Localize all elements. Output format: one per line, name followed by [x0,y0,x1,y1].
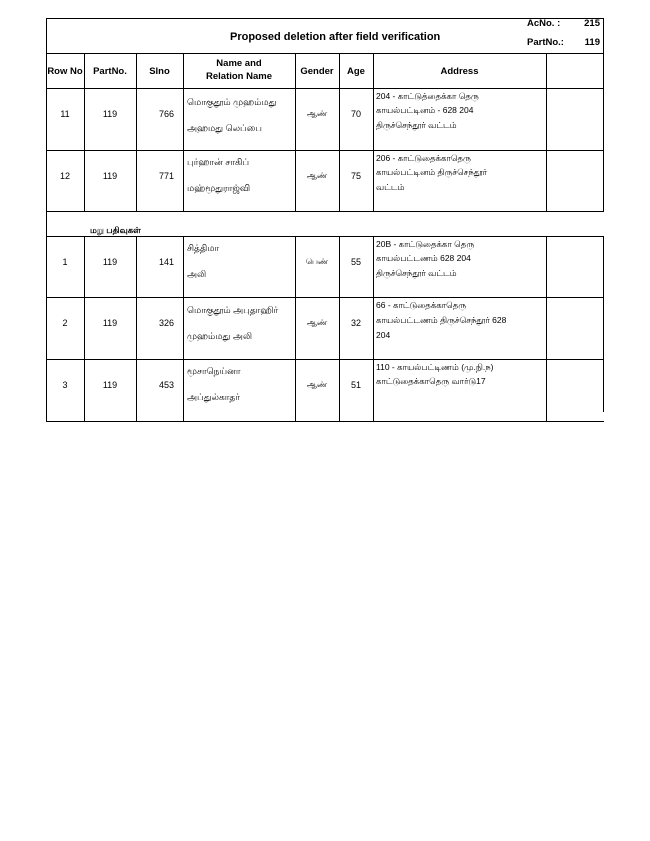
address-line-2: காயல்பட்டணம் 628 204 [376,253,471,263]
table-right-border-bottom [603,236,604,412]
relation-name: முஹம்மது அலி [187,331,252,341]
header-age: Age [347,66,365,77]
ac-no-label: AcNo. : [527,18,561,29]
gender-cell: ஆண் [306,109,328,118]
col-sep-6b [373,236,374,422]
part-no-cell: 119 [102,380,118,390]
elector-name: சித்திமா [187,243,220,253]
header-bottom-border [46,53,604,54]
address-line-2: காட்டுதைக்காதெரு வார்டு17 [376,376,486,386]
slno-cell: 771 [158,171,174,181]
header-name-line1: Name and [216,58,262,69]
age-cell: 32 [350,318,361,328]
part-no-cell: 119 [102,318,118,328]
row-no-cell: 3 [62,380,68,390]
header-address: Address [440,66,479,77]
header-name-line2: Relation Name [206,71,272,82]
part-no-cell: 119 [102,109,118,119]
elector-name: புர்ஹான் சாகிப் [187,157,250,167]
address-line-2: காயல்பட்டினம் - 628 204 [376,105,474,115]
row-no-cell: 2 [62,318,68,328]
gender-cell: ஆண் [306,171,328,180]
header-row-no: Row No [47,66,83,77]
header-gender: Gender [300,66,334,77]
slno-cell: 766 [158,109,174,119]
elector-name: மொகுதூம் முஹம்மது [187,97,277,107]
table-left-border [46,18,47,422]
part-no-cell: 119 [102,171,118,181]
relation-name: அலி [187,269,207,279]
row-no-cell: 11 [60,109,70,119]
table-bottom-border [46,421,604,422]
row-2-bottom-border [46,359,604,360]
address-line-1: 66 - காட்டுதைக்காதெரு [376,300,467,310]
gender-cell: ஆண் [306,380,328,389]
table-top-border [46,18,604,19]
row-no-cell: 12 [59,171,70,181]
gender-cell: ஆண் [306,318,328,327]
ac-no-value: 215 [584,18,600,29]
address-line-3: திருச்செந்தூர் வட்டம் [376,120,457,130]
col-sep-7 [546,53,547,212]
slno-cell: 453 [158,380,174,390]
col-sep-3b [183,236,184,422]
page-title: Proposed deletion after field verification [230,31,441,43]
relation-name: மஹ்மூதுராஜ்வி [187,183,251,193]
address-line-3: திருச்செந்தூர் வட்டம் [376,268,457,278]
row-no-cell: 1 [62,257,68,267]
address-line-3: 204 [376,330,391,340]
part-no-cell: 119 [102,257,118,267]
address-line-1: 110 - காயல்பட்டிணம் (மு.நி.ந) [376,362,494,372]
age-cell: 55 [350,257,361,267]
relation-name: அப்துல்காதர் [187,392,240,402]
part-no-value: 119 [584,37,600,48]
section-row-bottom-border [46,236,604,237]
column-header-bottom-border [46,88,604,89]
address-line-3: வட்டம் [376,182,405,192]
age-cell: 75 [350,171,361,181]
row-12-bottom-border [46,211,604,212]
address-line-2: காயல்பட்டினம் திருச்செந்தூர் [376,167,488,177]
elector-name: மூசாநெய்னா [187,366,241,376]
gender-cell: பெண் [305,257,329,266]
relation-name: அஹமது லெப்பை [187,123,262,133]
row-11-bottom-border [46,150,604,151]
address-line-1: 20B - காட்டுதைக்கா தெரு [376,239,475,249]
header-slno: Slno [149,66,170,77]
section-label: மறு பதிவுகள் [90,225,141,235]
table-right-border-top [603,18,604,212]
row-1-bottom-border [46,297,604,298]
address-line-1: 204 - காட்டுத்தைக்கா தெரு [376,91,479,101]
age-cell: 70 [350,109,361,119]
header-part-no: PartNo. [93,66,127,77]
elector-name: மொகுதூம் அபுதாஹிர் [187,305,279,315]
col-sep-7b [546,236,547,422]
address-line-1: 206 - காட்டுதைக்காதெரு [376,153,471,163]
slno-cell: 141 [158,257,174,267]
part-no-label: PartNo.: [527,37,564,48]
age-cell: 51 [350,380,361,390]
slno-cell: 326 [158,318,174,328]
address-line-2: காயல்பட்டணம் திருச்செந்தூர் 628 [376,315,507,325]
